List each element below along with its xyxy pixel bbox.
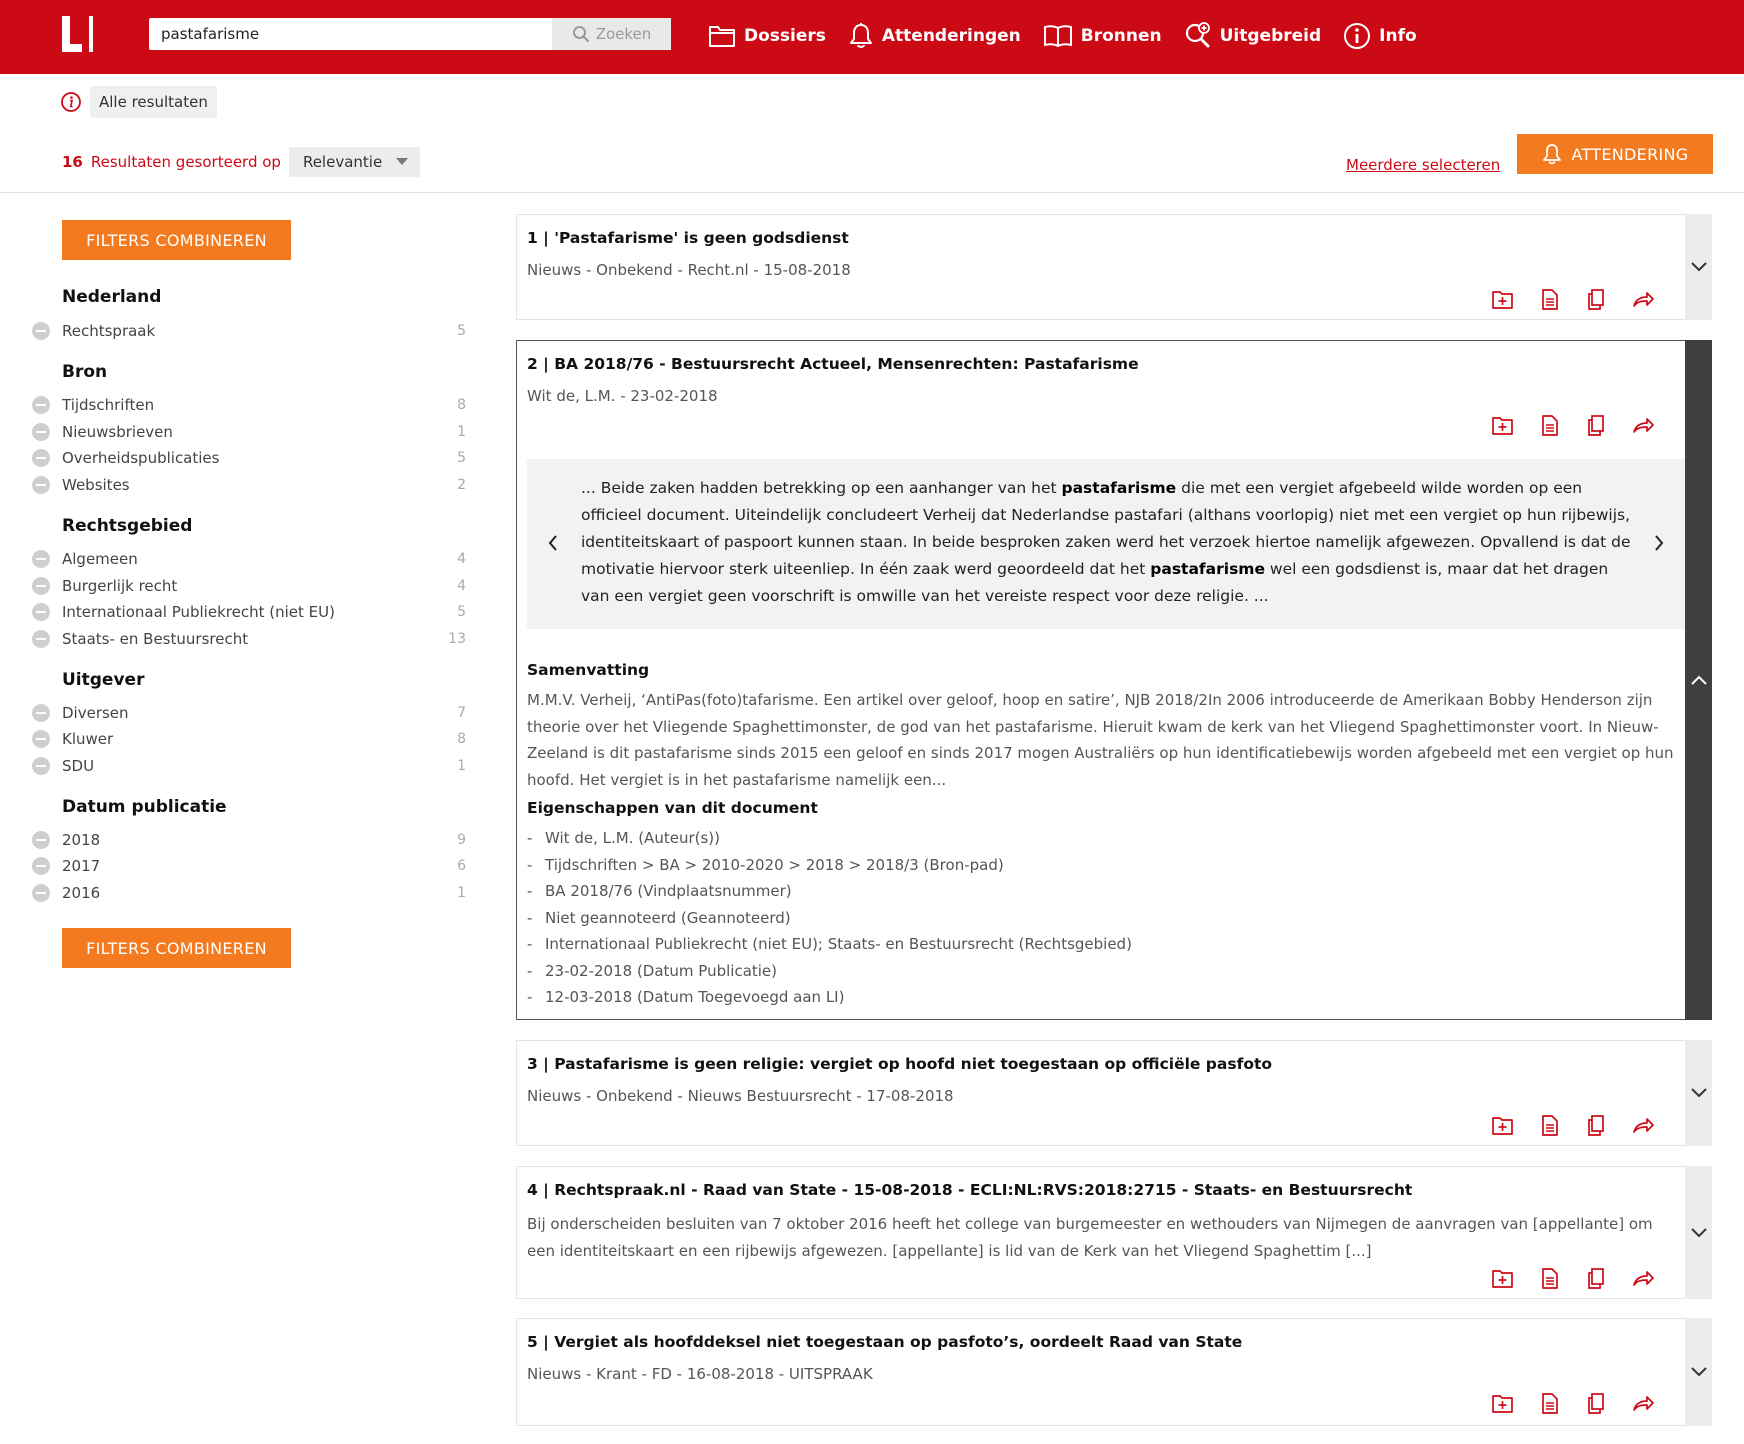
chevron-down-icon — [1691, 1088, 1707, 1098]
minus-circle-icon — [32, 396, 50, 414]
chevron-right-icon — [1654, 535, 1664, 551]
minus-circle-icon — [32, 423, 50, 441]
filter-label: 2017 — [62, 857, 101, 875]
nav-uitgebreid-label: Uitgebreid — [1219, 26, 1322, 46]
search-box — [149, 18, 671, 50]
filter-count: 5 — [457, 604, 466, 620]
filter-count: 2 — [457, 477, 466, 493]
expand-toggle[interactable] — [1685, 1040, 1712, 1146]
minus-circle-icon — [32, 857, 50, 875]
filter-item[interactable] — [32, 548, 466, 570]
filter-item[interactable] — [32, 394, 466, 416]
filter-label: Websites — [62, 476, 130, 494]
filter-label: Diversen — [62, 704, 129, 722]
search-icon — [572, 25, 590, 43]
nav-bronnen-label: Bronnen — [1080, 26, 1162, 46]
property-item: - Wit de, L.M. (Auteur(s)) — [527, 829, 720, 847]
add-to-folder-icon[interactable] — [1491, 1114, 1514, 1137]
result-meta: Nieuws - Onbekend - Recht.nl - 15-08-2018 — [527, 261, 851, 279]
result-actions — [1491, 288, 1655, 311]
share-icon[interactable] — [1632, 1392, 1655, 1415]
result-card[interactable] — [516, 214, 1712, 320]
add-to-folder-icon[interactable] — [1491, 1267, 1514, 1290]
result-description: Bij onderscheiden besluiten van 7 oktober 2016 heeft het college van burgemeester en wethouders van Nijmegen de aanvragen van [appellante] om een identiteitskaart en een rijbewijs afgewezen. [appellante] is lid van de Kerk van het Vliegend Spaghettim [...] — [527, 1215, 1653, 1260]
search-button[interactable] — [552, 18, 671, 50]
filter-label: Tijdschriften — [62, 396, 155, 414]
result-card[interactable] — [516, 1166, 1712, 1299]
filter-label: Rechtspraak — [62, 322, 156, 340]
previous-snippet-button[interactable] — [543, 531, 563, 555]
snippet-text: ... Beide zaken hadden betrekking op een aanhanger van het pastafarisme die met een vergiet afgebeeld wilde worden op een officieel document. Uiteindelijk concludeert Verheij dat Nederlandse pastafari (althans voorlopig) niet met een vergiet op hun rijbewijs, identiteitskaart of paspoort kunnen staan. In beide besproken zaken werd het verzoek hiertoe namelijk afgewezen. Opvallend is dat de motivatie hiervoor sterk uiteenliep. In één zaak werd geoordeeld dat het pastafarisme wel een godsdienst is, maar dat het dragen van een vergiet geen voorschrift is omwille van het vereiste respect voor deze religie. ... — [581, 479, 1631, 605]
sort-select[interactable] — [289, 147, 420, 177]
property-item: - BA 2018/76 (Vindplaatsnummer) — [527, 882, 792, 900]
result-meta: Wit de, L.M. - 23-02-2018 — [527, 387, 718, 405]
book-icon — [1043, 23, 1073, 49]
filter-group-title: Uitgever — [62, 670, 145, 690]
filter-item[interactable] — [32, 320, 466, 342]
bell-icon — [848, 22, 874, 50]
info-row — [60, 84, 217, 120]
chevron-down-icon — [1691, 262, 1707, 272]
filter-item[interactable] — [32, 755, 466, 777]
results-summary — [62, 146, 420, 178]
logo[interactable] — [60, 14, 100, 56]
filter-label: 2016 — [62, 884, 101, 902]
result-actions — [1491, 1267, 1655, 1290]
summary-text: M.M.V. Verheij, ‘AntiPas(foto)tafarisme. Een artikel over geloof, hoop en satire’, NJB 2018/2In 2006 introduceerde de Amerikaan Bobby Henderson zijn theorie over het Vliegende Spaghettimonster, de god van het pastafarisme. Hieruit kwam de kerk van het Vliegend Spaghettimonster voort. In Nieuw-Zeeland is dit pastafarisme sinds 2015 een geloof en sinds 2017 mogen Australiërs op hun identificatiebewijs worden afgebeeld met een vergiet op hun hoofd. Het vergiet is in het pastafarisme namelijk een... — [527, 691, 1674, 789]
document-icon[interactable] — [1538, 1267, 1561, 1290]
filter-group-title: Datum publicatie — [62, 797, 227, 817]
chevron-down-icon — [1691, 1228, 1707, 1238]
bell-icon — [1542, 143, 1562, 165]
minus-circle-icon — [32, 831, 50, 849]
minus-circle-icon — [32, 884, 50, 902]
expand-toggle[interactable] — [1685, 214, 1712, 320]
filter-group-title: Bron — [62, 362, 108, 382]
header-divider — [0, 192, 1744, 193]
result-actions — [1491, 1114, 1655, 1137]
filter-count: 7 — [457, 705, 466, 721]
filter-item[interactable] — [32, 855, 466, 877]
filters-combine-button-bottom[interactable]: FILTERS COMBINEREN — [62, 928, 291, 968]
property-item: - Niet geannoteerd (Geannoteerd) — [527, 908, 791, 927]
copy-icon[interactable] — [1585, 288, 1608, 311]
chevron-left-icon — [548, 535, 558, 551]
expand-toggle[interactable] — [1685, 1166, 1712, 1299]
copy-icon[interactable] — [1585, 414, 1608, 437]
share-icon[interactable] — [1632, 1267, 1655, 1290]
minus-circle-icon — [32, 630, 50, 648]
minus-circle-icon — [32, 757, 50, 775]
share-icon[interactable] — [1632, 414, 1655, 437]
document-icon[interactable] — [1538, 288, 1561, 311]
minus-circle-icon — [32, 449, 50, 467]
filter-count: 4 — [457, 551, 466, 567]
filter-count: 5 — [457, 323, 466, 339]
copy-icon[interactable] — [1585, 1267, 1608, 1290]
filter-item[interactable] — [32, 628, 466, 650]
minus-circle-icon — [32, 577, 50, 595]
minus-circle-icon — [32, 550, 50, 568]
filter-item[interactable] — [32, 421, 466, 443]
properties-heading: Eigenschappen van dit document — [527, 799, 818, 817]
next-snippet-button[interactable] — [1649, 531, 1669, 555]
nav-attenderingen[interactable] — [848, 22, 1021, 50]
highlight: pastafarisme — [1061, 479, 1177, 497]
results-count: 16 — [62, 153, 83, 171]
filter-item[interactable] — [32, 447, 466, 469]
document-icon[interactable] — [1538, 414, 1561, 437]
minus-circle-icon — [32, 704, 50, 722]
add-to-folder-icon[interactable] — [1491, 288, 1514, 311]
search-input[interactable] — [149, 18, 552, 50]
result-meta: Nieuws - Krant - FD - 16-08-2018 - UITSPRAAK — [527, 1365, 873, 1383]
result-title[interactable]: 5 | Vergiet als hoofddeksel niet toegestaan op pasfoto’s, oordeelt Raad van State — [527, 1333, 1243, 1351]
result-meta: Nieuws - Onbekend - Nieuws Bestuursrecht - 17-08-2018 — [527, 1087, 954, 1105]
filter-label: 2018 — [62, 831, 101, 849]
filter-label: Internationaal Publiekrecht (niet EU) — [62, 603, 335, 621]
nav-dossiers-label: Dossiers — [744, 26, 826, 46]
add-to-folder-icon[interactable] — [1491, 414, 1514, 437]
property-item: - 12-03-2018 (Datum Toegevoegd aan LI) — [527, 988, 845, 1006]
sort-value: Relevantie — [302, 153, 383, 171]
copy-icon[interactable] — [1585, 1392, 1608, 1415]
all-results-chip[interactable]: Alle resultaten — [90, 86, 217, 118]
filter-label: Staats- en Bestuursrecht — [62, 630, 249, 648]
snippet-carousel — [527, 459, 1685, 629]
filter-count: 1 — [457, 885, 466, 901]
minus-circle-icon — [32, 603, 50, 621]
result-actions — [1491, 414, 1655, 437]
main-nav — [708, 16, 1439, 56]
filters-combine-button-top[interactable]: FILTERS COMBINEREN — [62, 220, 291, 260]
filter-item[interactable] — [32, 728, 466, 750]
search-button-label: Zoeken — [595, 25, 652, 43]
filter-count: 9 — [457, 832, 466, 848]
collapse-toggle[interactable] — [1685, 340, 1712, 1020]
share-icon[interactable] — [1632, 288, 1655, 311]
chevron-down-icon — [1691, 1367, 1707, 1377]
filter-group-title: Rechtsgebied — [62, 516, 193, 536]
info-icon[interactable] — [60, 91, 82, 113]
search-plus-icon — [1184, 22, 1212, 50]
attendering-button[interactable] — [1517, 134, 1713, 174]
document-icon[interactable] — [1538, 1114, 1561, 1137]
filter-label: Nieuwsbrieven — [62, 423, 173, 441]
filter-count: 1 — [457, 758, 466, 774]
property-item: - Internationaal Publiekrecht (niet EU); Staats- en Bestuursrecht (Rechtsgebied) — [527, 935, 1132, 953]
minus-circle-icon — [32, 476, 50, 494]
result-actions — [1491, 1392, 1655, 1415]
filter-count: 4 — [457, 578, 466, 594]
attendering-label: ATTENDERING — [1571, 144, 1689, 164]
filter-group-title: Nederland — [62, 287, 162, 307]
result-title[interactable]: 4 | Rechtspraak.nl - Raad van State - 15-08-2018 - ECLI:NL:RVS:2018:2715 - Staats- en Bestuursrecht — [527, 1181, 1413, 1199]
add-to-folder-icon[interactable] — [1491, 1392, 1514, 1415]
document-icon[interactable] — [1538, 1392, 1561, 1415]
filter-count: 13 — [448, 631, 466, 647]
caret-down-icon — [396, 158, 408, 166]
chevron-up-icon — [1691, 675, 1707, 685]
filter-count: 8 — [457, 397, 466, 413]
minus-circle-icon — [32, 730, 50, 748]
nav-attenderingen-label: Attenderingen — [881, 26, 1021, 46]
result-card-expanded[interactable] — [516, 340, 1712, 1020]
filter-item[interactable] — [32, 575, 466, 597]
property-item: - Tijdschriften > BA > 2010-2020 > 2018 > 2018/3 (Bron-pad) — [527, 855, 1004, 874]
nav-info-label: Info — [1379, 26, 1417, 46]
top-bar — [0, 0, 1744, 74]
copy-icon[interactable] — [1585, 1114, 1608, 1137]
filter-count: 5 — [457, 450, 466, 466]
property-item: - 23-02-2018 (Datum Publicatie) — [527, 961, 778, 980]
nav-info[interactable] — [1343, 22, 1417, 50]
result-title[interactable]: 1 | 'Pastafarisme' is geen godsdienst — [527, 229, 849, 247]
nav-bronnen[interactable] — [1043, 23, 1162, 49]
multi-select-link[interactable]: Meerdere selecteren — [1346, 156, 1501, 174]
filter-label: SDU — [62, 757, 95, 775]
filter-item[interactable] — [32, 829, 466, 851]
properties-list — [527, 825, 1677, 1011]
filter-label: Kluwer — [62, 730, 114, 748]
result-card[interactable] — [516, 1318, 1712, 1426]
filter-label: Overheidspublicaties — [62, 449, 220, 467]
filter-item[interactable] — [32, 474, 466, 496]
filter-count: 1 — [457, 424, 466, 440]
minus-circle-icon — [32, 322, 50, 340]
results-label: Resultaten gesorteerd op — [90, 153, 281, 171]
result-title[interactable]: 3 | Pastafarisme is geen religie: vergiet op hoofd niet toegestaan op officiële pasfoto — [527, 1055, 1273, 1073]
info-icon — [1343, 22, 1371, 50]
highlight: pastafarisme — [1150, 560, 1265, 578]
share-icon[interactable] — [1632, 1114, 1655, 1137]
summary-heading: Samenvatting — [527, 661, 650, 679]
filter-label: Burgerlijk recht — [62, 577, 178, 595]
filter-count: 6 — [457, 858, 466, 874]
nav-uitgebreid[interactable] — [1184, 22, 1322, 50]
filter-item[interactable] — [32, 882, 466, 904]
nav-dossiers[interactable] — [708, 23, 826, 49]
filter-item[interactable] — [32, 601, 466, 623]
filter-label: Algemeen — [62, 550, 138, 568]
result-card[interactable] — [516, 1040, 1712, 1146]
expand-toggle[interactable] — [1685, 1318, 1712, 1426]
filter-item[interactable] — [32, 702, 466, 724]
result-title[interactable]: 2 | BA 2018/76 - Bestuursrecht Actueel, Mensenrechten: Pastafarisme — [527, 355, 1139, 373]
filter-count: 8 — [457, 731, 466, 747]
folder-icon — [708, 23, 736, 49]
